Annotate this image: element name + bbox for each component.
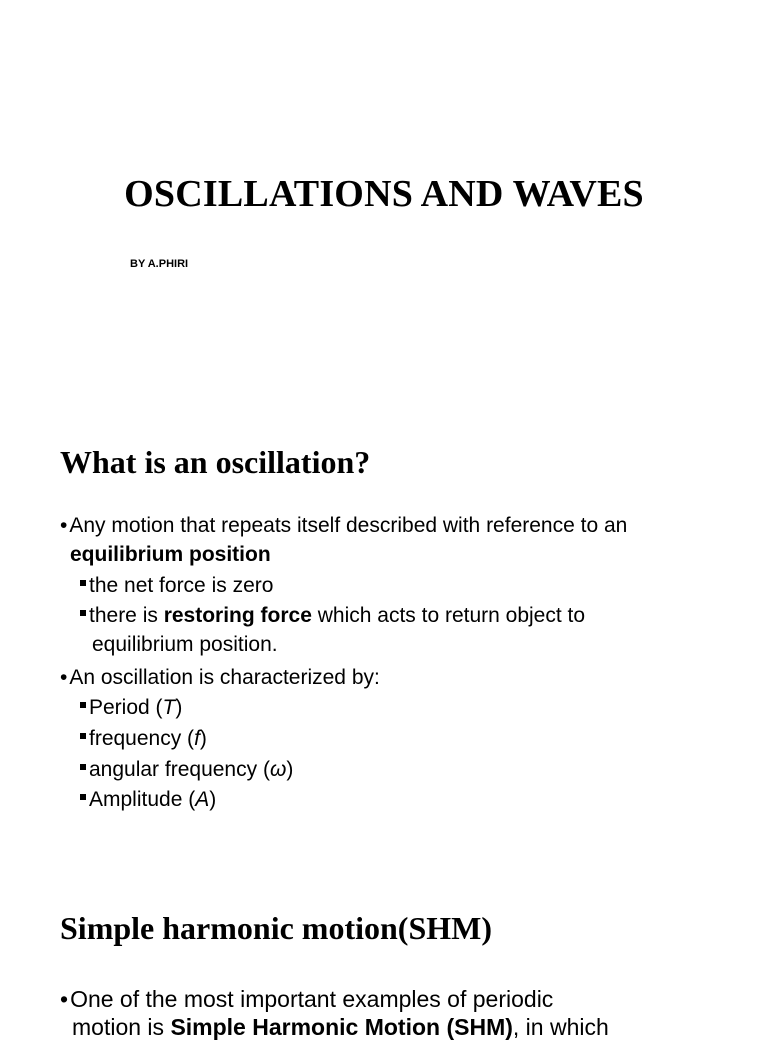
item-symbol: f [194,727,200,750]
item-label: frequency ( [89,727,195,750]
bullet-definition-text: Any motion that repeats itself described with reference to an [69,514,628,537]
square-bullet-icon [80,794,86,800]
list-item-period [80,695,182,721]
bullet-characterized [60,665,380,691]
author-byline: BY A.PHIRI [130,258,189,270]
sub-bullet-net-force-text: the net force is zero [89,574,274,597]
item-label: angular frequency ( [89,758,270,781]
item-close: ) [286,758,294,781]
item-close: ) [209,788,217,811]
sub-bullet-restoring-cont: equilibrium position. [92,633,278,656]
list-item-amplitude [80,787,216,813]
bullet-definition-cont [70,542,271,568]
item-close: ) [175,696,183,719]
term-restoring-force: restoring force [163,604,312,627]
sub-bullet-restoring-post: which acts to return object to [311,604,586,627]
square-bullet-icon [80,610,86,616]
list-item-angular-frequency [80,757,293,783]
item-label: Period ( [89,696,163,719]
sub-bullet-net-force [80,573,273,599]
document-title: OSCILLATIONS AND WAVES [124,173,644,215]
list-item-frequency [80,726,207,752]
item-symbol: ω [269,758,287,781]
square-bullet-icon [80,764,86,770]
item-label: Amplitude ( [89,788,196,811]
sub-bullet-restoring-force [80,603,585,629]
square-bullet-icon [80,733,86,739]
item-symbol: T [162,696,176,719]
section-heading-shm: Simple harmonic motion(SHM) [60,910,492,946]
term-equilibrium-position: equilibrium position [70,543,271,566]
square-bullet-icon [80,580,86,586]
item-close: ) [199,727,207,750]
bullet-shm-intro-cont [72,1014,609,1040]
square-bullet-icon [80,702,86,708]
sub-bullet-restoring-pre: there is [89,604,164,627]
item-symbol: A [195,788,210,811]
bullet-characterized-text: An oscillation is characterized by: [69,666,380,689]
section-heading-oscillation: What is an oscillation? [60,444,371,480]
term-shm: Simple Harmonic Motion (SHM) [170,1014,513,1040]
shm-cont-pre: motion is [72,1014,171,1040]
shm-cont-post: , in which [512,1014,609,1040]
bullet-shm-intro [60,986,553,1012]
bullet-definition [60,513,627,539]
bullet-shm-intro-text: One of the most important examples of periodic [70,986,554,1012]
